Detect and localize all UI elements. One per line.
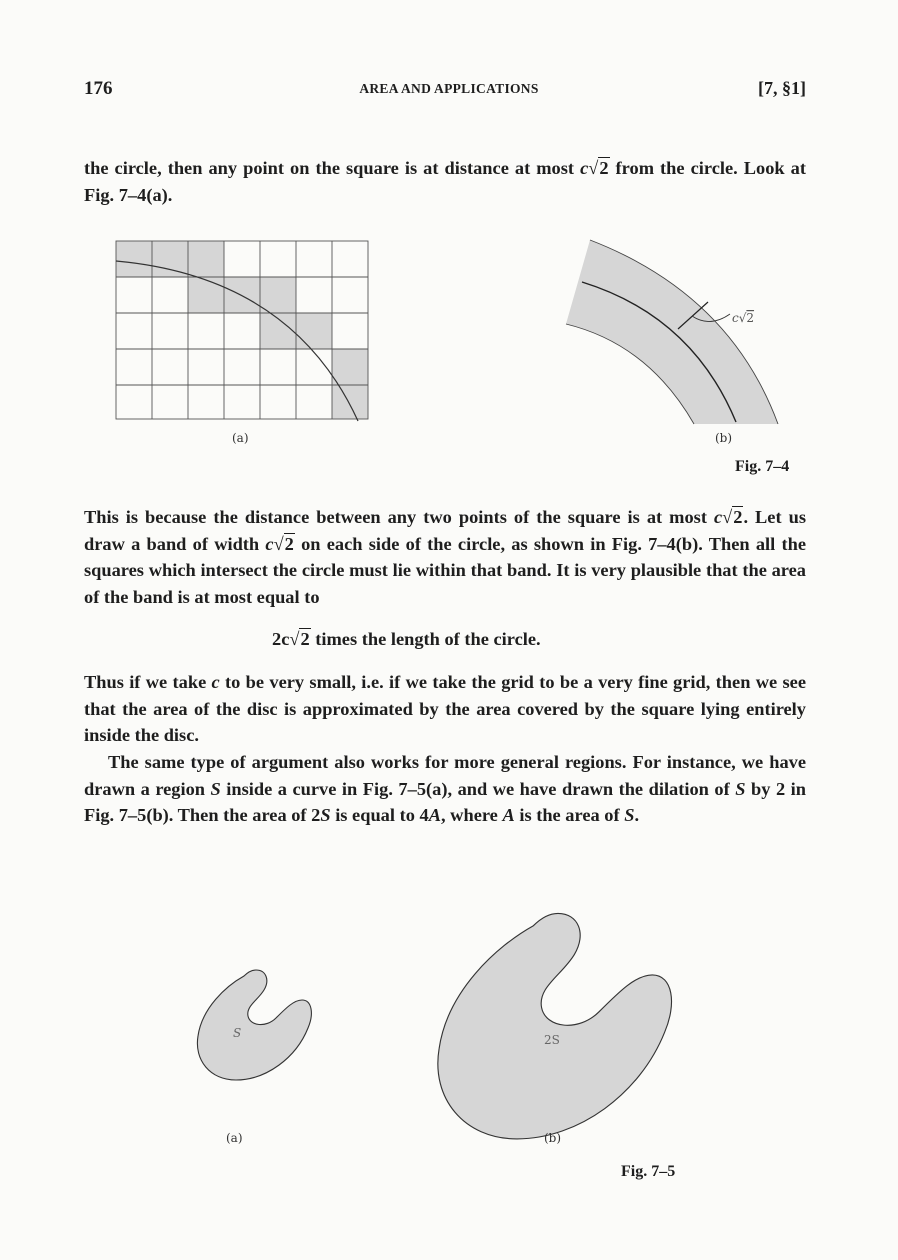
paragraph-1: the circle, then any point on the square is at distance at most c√2 from the circle. Look at Fig. 7–4(a). [84,155,806,208]
paragraph-3: Thus if we take c to be very small, i.e. if we take the grid to be a very fine grid, then we see that the area of the disc is approximated by the area covered by the square lying entirely inside the disc. [84,672,806,745]
band-width-label: c√2 [732,311,755,325]
region-2S-label: 2S [544,1033,560,1047]
region-S-label: S [233,1026,242,1040]
page-number: 176 [84,78,113,99]
figure-7-5 [176,880,716,1170]
figure-7-5-label: Fig. 7–5 [621,1163,676,1180]
display-equation: 2c√2 times the length of the circle. [272,629,541,649]
region-2S [438,913,672,1139]
sqrt-expression: √2 [588,158,609,178]
section-reference: [7, §1] [758,78,806,98]
figure-7-4b-band [560,234,795,434]
region-S [197,970,311,1080]
figure-7-4b-caption: (b) [715,431,733,445]
shaded-band [566,240,778,424]
figure-7-4a-caption: (a) [232,431,249,445]
paragraph-4: The same type of argument also works for more general regions. For instance, we have drawn a region S inside a curve in Fig. 7–5(a), and we have drawn the dilation of S by 2 in Fig. 7–5(b). Then the area of 2S is equal to 4A, where A is the area of S. [84,752,806,825]
shaded-squares [116,241,368,419]
figure-7-4-label: Fig. 7–4 [735,458,790,475]
figure-7-5b-caption: (b) [544,1131,562,1145]
paragraph-2: This is because the distance between any two points of the square is at most c√2. Let us draw a band of width c√2 on each side of the circle, as shown in Fig. 7–4(b). Then all the squares which intersect the circle must lie within that band. It is very plausible that the area of the band is at most equal to [84,507,806,607]
running-header [0,78,898,102]
figure-7-4a-grid [112,237,374,423]
running-title: AREA AND APPLICATIONS [359,81,539,96]
figure-7-5a-caption: (a) [226,1131,243,1145]
